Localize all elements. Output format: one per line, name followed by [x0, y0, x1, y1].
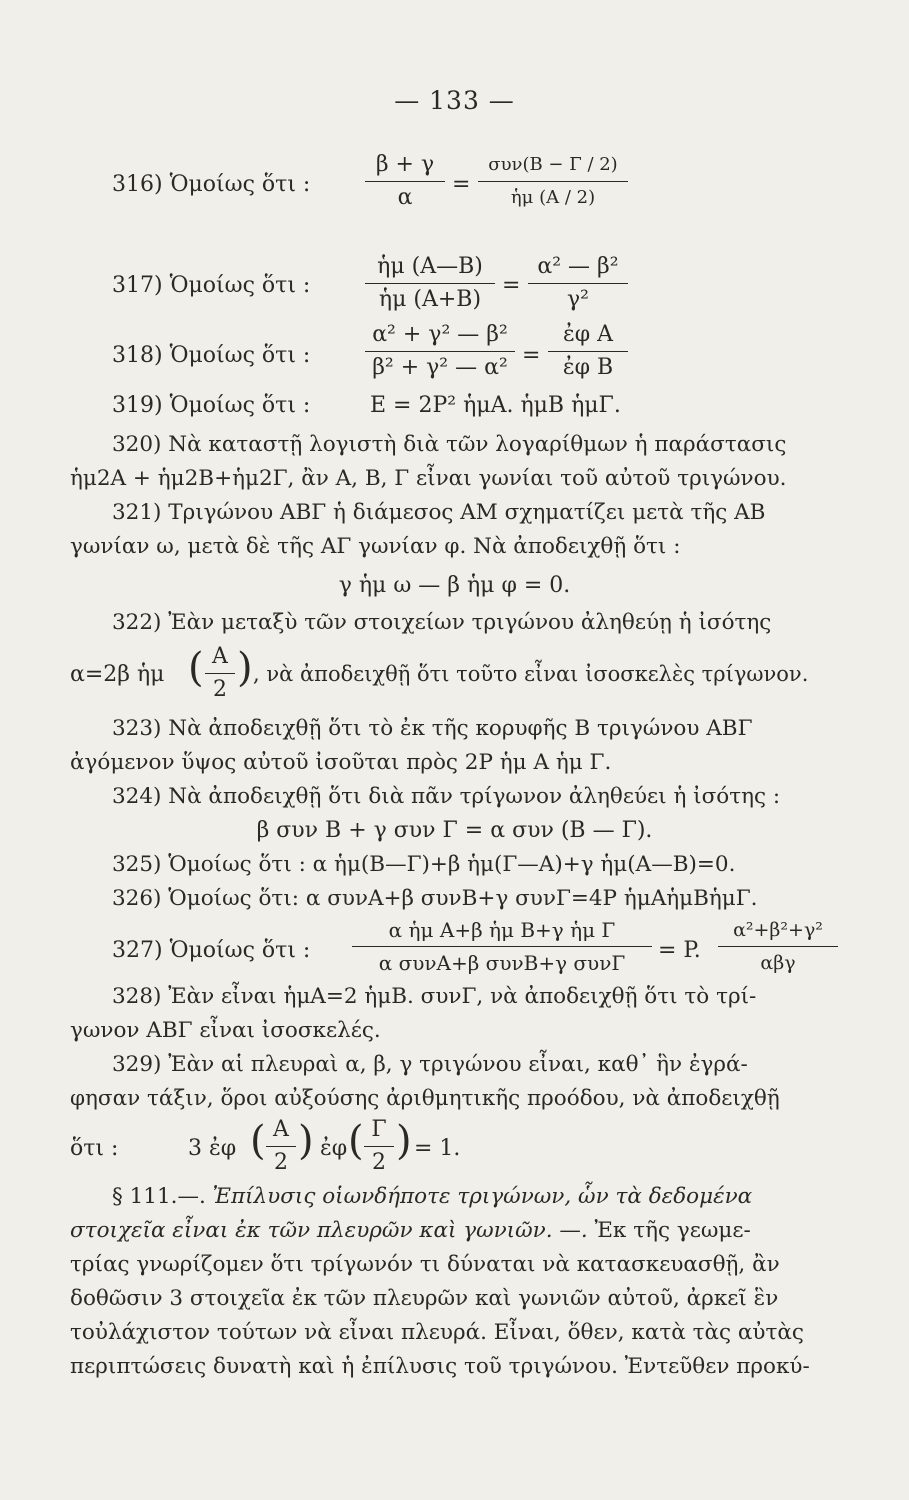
close-paren: )	[396, 1118, 412, 1164]
problem-323-line-1: 323) Νὰ ἀποδειχθῇ ὅτι τὸ ἐκ τῆς κορυφῆς B τριγώνου ABΓ	[112, 716, 753, 741]
fraction-denominator: ἡμ (A+B)	[378, 287, 482, 312]
section-title-continued: στοιχεῖα εἶναι ἐκ τῶν πλευρῶν καὶ γωνιῶν. —.	[70, 1218, 588, 1243]
problem-321-formula: γ ἡμ ω — β ἡμ φ = 0.	[338, 573, 571, 598]
section-text: Ἐκ τῆς γεωμε-	[594, 1218, 751, 1243]
fraction-bar	[528, 283, 628, 284]
problem-317-rhs-fraction	[528, 252, 628, 315]
section-title: Ἐπίλυσις οἱωνδήποτε τριγώνων, ὧν τὰ δεδομένα	[212, 1184, 753, 1209]
problem-329-f1-prefix: 3 ἐφ	[188, 1136, 237, 1161]
problem-329-line-1: 329) Ἐὰν αἱ πλευραὶ α, β, γ τριγώνου εἶναι, καθ᾽ ἣν ἐγρά-	[112, 1052, 748, 1077]
problem-327-rhs-fraction	[718, 915, 838, 978]
problem-329-line-2: φησαν τάξιν, ὅροι αὐξούσης ἀριθμητικῆς προόδου, νὰ ἀποδειχθῇ	[70, 1086, 780, 1111]
fraction-numerator: α²+β²+γ²	[733, 919, 823, 941]
problem-318-rhs-fraction	[548, 320, 628, 383]
problem-329-f2-prefix: ἐφ	[320, 1136, 348, 1161]
open-paren: (	[250, 1118, 266, 1164]
close-paren: )	[237, 645, 253, 691]
fraction-bar	[365, 181, 445, 182]
fraction-numerator: A	[212, 644, 228, 669]
fraction-numerator: ἡμ (A—B)	[377, 254, 483, 279]
page-number: — 133 —	[394, 86, 515, 115]
problem-329-fraction-1	[266, 1115, 296, 1178]
problem-329-tail: = 1.	[414, 1136, 461, 1161]
fraction-bar	[266, 1146, 296, 1147]
fraction-numerator: συν(B − Γ / 2)	[488, 154, 618, 175]
section-number: § 111.—.	[112, 1184, 206, 1209]
problem-324-formula: β συν B + γ συν Γ = α συν (B — Γ).	[256, 818, 653, 843]
section-111-line-2	[70, 1218, 830, 1243]
fraction-bar	[364, 1146, 394, 1147]
fraction-bar	[718, 946, 838, 947]
fraction-numerator: Γ	[371, 1117, 387, 1142]
equals-sign: =	[452, 172, 471, 197]
fraction-bar	[548, 351, 628, 352]
problem-321-line-2: γωνίαν ω, μετὰ δὲ τῆς AΓ γωνίαν φ. Νὰ ἀποδειχθῇ ὅτι :	[70, 534, 681, 559]
fraction-numerator: A	[273, 1117, 289, 1142]
fraction-denominator: α	[397, 185, 413, 210]
close-paren: )	[298, 1118, 314, 1164]
problem-322-lhs: α=2β ἡμ	[70, 662, 165, 687]
fraction-numerator: α² + γ² — β²	[372, 322, 508, 347]
section-111-line-4: δοθῶσιν 3 στοιχεῖα ἐκ τῶν πλευρῶν καὶ γωνιῶν αὐτοῦ, ἀρκεῖ ἓν	[70, 1286, 779, 1311]
fraction-denominator: γ²	[567, 287, 589, 312]
problem-328-line-1: 328) Ἐὰν εἶναι ἡμA=2 ἡμB. συνΓ, νὰ ἀποδειχθῇ ὅτι τὸ τρί-	[112, 984, 757, 1009]
problem-327-label: 327) Ὁμοίως ὅτι :	[112, 938, 311, 963]
problem-316-lhs-fraction	[365, 150, 445, 213]
section-111-line-1	[112, 1184, 872, 1209]
fraction-denominator: 2	[274, 1150, 288, 1175]
fraction-denominator: β² + γ² — α²	[372, 355, 508, 380]
section-111-line-5: τοὐλάχιστον τούτων νὰ εἶναι πλευρά. Εἶναι, ὅθεν, κατὰ τὰς αὐτὰς	[70, 1320, 804, 1345]
fraction-bar	[478, 181, 628, 182]
open-paren: (	[348, 1118, 364, 1164]
problem-327-lhs-fraction	[352, 915, 652, 978]
problem-324-line-1: 324) Νὰ ἀποδειχθῇ ὅτι διὰ πᾶν τρίγωνον ἀληθεύει ἡ ἰσότης :	[112, 784, 781, 809]
fraction-numerator: α ἡμ A+β ἡμ B+γ ἡμ Γ	[388, 918, 616, 942]
problem-329-lead: ὅτι :	[70, 1136, 119, 1161]
open-paren: (	[188, 645, 204, 691]
fraction-denominator: α συνA+β συνB+γ συνΓ	[378, 951, 626, 975]
fraction-denominator: 2	[372, 1150, 386, 1175]
problem-318-lhs-fraction	[365, 320, 515, 383]
problem-317-label: 317) Ὁμοίως ὅτι :	[112, 273, 311, 298]
problem-329-fraction-2	[364, 1115, 394, 1178]
fraction-numerator: β + γ	[375, 152, 435, 177]
problem-318-label: 318) Ὁμοίως ὅτι :	[112, 343, 311, 368]
problem-317-lhs-fraction	[365, 252, 495, 315]
problem-320-line-2: ἡμ2A + ἡμ2B+ἡμ2Γ, ἂν A, B, Γ εἶναι γωνίαι τοῦ αὐτοῦ τριγώνου.	[70, 466, 787, 491]
problem-322-rest: , νὰ ἀποδειχθῇ ὅτι τοῦτο εἶναι ἰσοσκελὲς τρίγωνον.	[253, 662, 809, 686]
fraction-numerator: α² — β²	[537, 254, 619, 279]
fraction-denominator: αβγ	[760, 952, 796, 974]
problem-319-label: 319) Ὁμοίως ὅτι :	[112, 393, 311, 418]
fraction-numerator: ἐφ A	[562, 322, 614, 347]
fraction-bar	[365, 351, 515, 352]
fraction-denominator: 2	[213, 677, 227, 702]
section-111-line-6: περιπτώσεις δυνατὴ καὶ ἡ ἐπίλυσις τοῦ τριγώνου. Ἐντεῦθεν προκύ-	[70, 1354, 810, 1379]
problem-323-line-2: ἀγόμενον ὕψος αὐτοῦ ἰσοῦται πρὸς 2P ἡμ A ἡμ Γ.	[70, 750, 612, 775]
problem-316-label: 316) Ὁμοίως ὅτι :	[112, 172, 311, 197]
fraction-bar	[205, 673, 235, 674]
problem-321-line-1: 321) Τριγώνου ABΓ ἡ διάμεσος AM σχηματίζει μετὰ τῆς AB	[112, 500, 766, 525]
fraction-bar	[365, 283, 495, 284]
problem-326-line: 326) Ὁμοίως ὅτι: α συνA+β συνB+γ συνΓ=4P ἡμAἡμBἡμΓ.	[112, 886, 758, 911]
fraction-denominator: ἡμ (A / 2)	[510, 187, 596, 208]
problem-322-line-1: 322) Ἐὰν μεταξὺ τῶν στοιχείων τριγώνου ἀληθεύῃ ἡ ἰσότης	[112, 610, 772, 635]
equals-sign: =	[522, 343, 541, 368]
equals-sign: =	[502, 273, 521, 298]
problem-316-rhs-fraction	[478, 150, 628, 213]
problem-327-mid: = P.	[658, 938, 701, 963]
problem-320-line-1: 320) Νὰ καταστῇ λογιστὴ διὰ τῶν λογαρίθμων ἡ παράστασις	[112, 432, 787, 457]
problem-319-expression: E = 2P² ἡμA. ἡμB ἡμΓ.	[370, 393, 621, 418]
problem-322-fraction	[205, 642, 235, 705]
problem-328-line-2: γωνον ABΓ εἶναι ἰσοσκελές.	[70, 1018, 381, 1043]
fraction-bar	[352, 946, 652, 947]
fraction-denominator: ἐφ B	[562, 355, 614, 380]
problem-325-line: 325) Ὁμοίως ὅτι : α ἡμ(B—Γ)+β ἡμ(Γ—A)+γ ἡμ(A—B)=0.	[112, 852, 736, 877]
section-111-line-3: τρίας γνωρίζομεν ὅτι τρίγωνόν τι δύναται νὰ κατασκευασθῇ, ἂν	[70, 1252, 780, 1277]
